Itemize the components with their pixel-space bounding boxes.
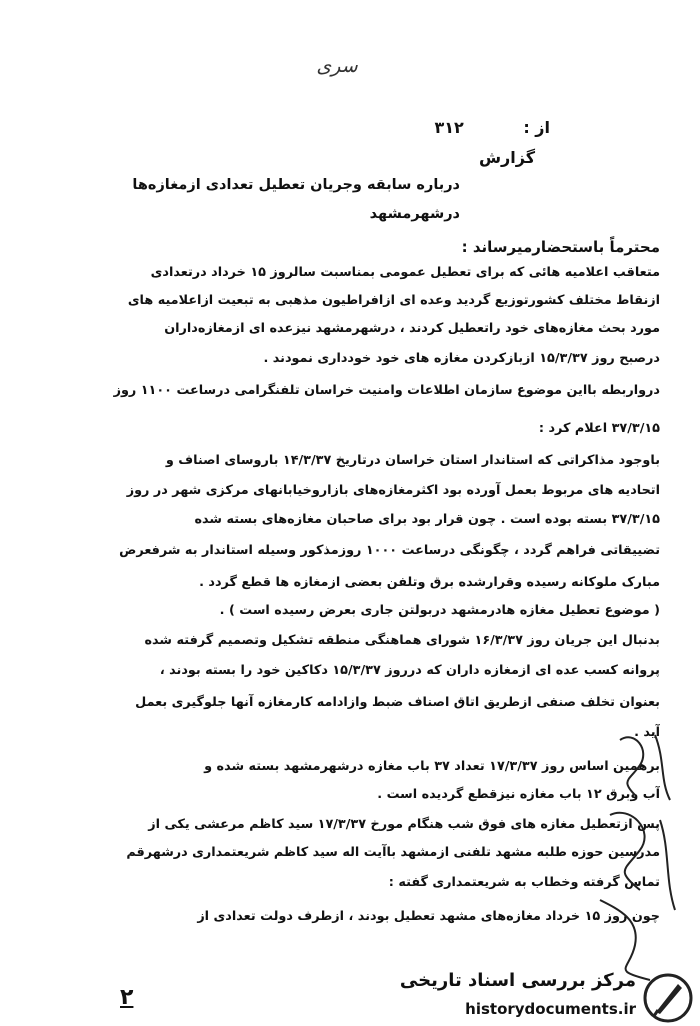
body-line: مورد بحث مغازه‌های خود راتعطیل کردند ، درشهرمشهد نیزعده ای ازمغازه‌داران bbox=[164, 321, 660, 336]
body-line: باوجود مذاکراتی که استاندار استان خراسان درتاریخ ۱۴/۳/۳۷ باروسای اصناف و bbox=[165, 453, 660, 468]
body-line: بعنوان تخلف صنفی ازطریق اتاق اصناف ضبط وازادامه کارمغازه آنها جلوگیری بعمل bbox=[135, 695, 660, 710]
body-line: ۳۷/۳/۱۵ اعلام کرد : bbox=[538, 421, 660, 436]
watermark-title: مرکز بررسی اسناد تاریخی bbox=[399, 970, 636, 991]
body-line: پروانه کسب عده ای ازمغازه داران که درروز ۱۵/۳/۳۷ دکاکین خود را بسته بودند ، bbox=[159, 663, 660, 678]
body-line: بدنبال این جریان روز ۱۶/۳/۳۷ شورای هماهنگی منطقه تشکیل وتصمیم گرفته شده bbox=[144, 633, 660, 648]
from-label: از : bbox=[523, 118, 550, 137]
body-line: درواربطه بااین موضوع سازمان اطلاعات وامنیت خراسان تلفنگرامی درساعت ۱۱۰۰ روز bbox=[113, 383, 660, 398]
body-line: پس ازتعطیل مغازه های فوق شب هنگام مورخ ۱۷/۳/۳۷ سید کاظم مرعشی یکی از bbox=[148, 817, 660, 832]
body-line: آید . bbox=[634, 725, 660, 740]
page-number: ۲ bbox=[120, 985, 134, 1010]
body-line: مدرسین حوزه طلبه مشهد تلفنی ازمشهد باآیت اله سید کاظم شریعتمداری درشهرقم bbox=[126, 845, 660, 860]
subject-line-1: درباره سابقه وجریان تعطیل تعدادی ازمغازه‌ها bbox=[132, 177, 460, 193]
from-number: ۳۱۲ bbox=[434, 118, 464, 137]
quill-logo-icon bbox=[642, 972, 694, 1024]
body-line: ازنقاط مختلف کشورتوزیع گردید وعده ای ازافراطیون مذهبی به تبعیت ازاعلامیه های bbox=[127, 293, 660, 308]
body-line: درصبح روز ۱۵/۳/۳۷ ازبازکردن مغازه های خود خودداری نمودند . bbox=[263, 351, 660, 366]
body-line: ( موضوع تعطیل مغازه هادرمشهد دربولتن جاری بعرض رسیده است ) . bbox=[219, 603, 660, 618]
report-title: گزارش bbox=[478, 148, 535, 167]
body-line: اتحادیه های مربوط بعمل آورده بود اکثرمغازه‌های بازاروخیابانهای مرکزی شهر در روز bbox=[126, 483, 660, 498]
body-line: چون روز ۱۵ خرداد مغازه‌های مشهد تعطیل بودند ، ازطرف دولت تعدادی از bbox=[197, 909, 660, 924]
handwritten-margin-note bbox=[580, 720, 690, 990]
watermark-url: historydocuments.ir bbox=[465, 1000, 636, 1018]
body-line: تماس گرفته وخطاب به شریعتمداری گفته : bbox=[388, 875, 660, 890]
archive-watermark bbox=[400, 968, 700, 1026]
body-line: مبارک ملوکانه رسیده وقرارشده برق وتلفن بعضی ازمغازه ها قطع گردد . bbox=[199, 575, 660, 590]
salutation: محترماً باستحضارمیرساند : bbox=[461, 238, 660, 256]
classification-stamp: سری bbox=[316, 55, 358, 77]
subject-line-2: درشهرمشهد bbox=[369, 206, 460, 222]
body-line: برهمین اساس روز ۱۷/۳/۳۷ تعداد ۳۷ باب مغازه درشهرمشهد بسته شده و bbox=[204, 759, 660, 774]
from-line bbox=[320, 118, 550, 142]
body-line: آب وبرق ۱۲ باب مغازه نیزقطع گردیده است . bbox=[377, 787, 660, 802]
body-line: ۳۷/۳/۱۵ بسته بوده است . چون قرار بود برای صاحبان مغازه‌های بسته شده bbox=[194, 512, 660, 527]
body-line: متعاقب اعلامیه هائی که برای تعطیل عمومی بمناسبت سالروز ۱۵ خرداد درتعدادی bbox=[150, 265, 660, 280]
body-line: تضییقاتی فراهم گردد ، چگونگی درساعت ۱۰۰۰ روزمذکور وسیله استاندار به شرفعرض bbox=[119, 543, 660, 558]
